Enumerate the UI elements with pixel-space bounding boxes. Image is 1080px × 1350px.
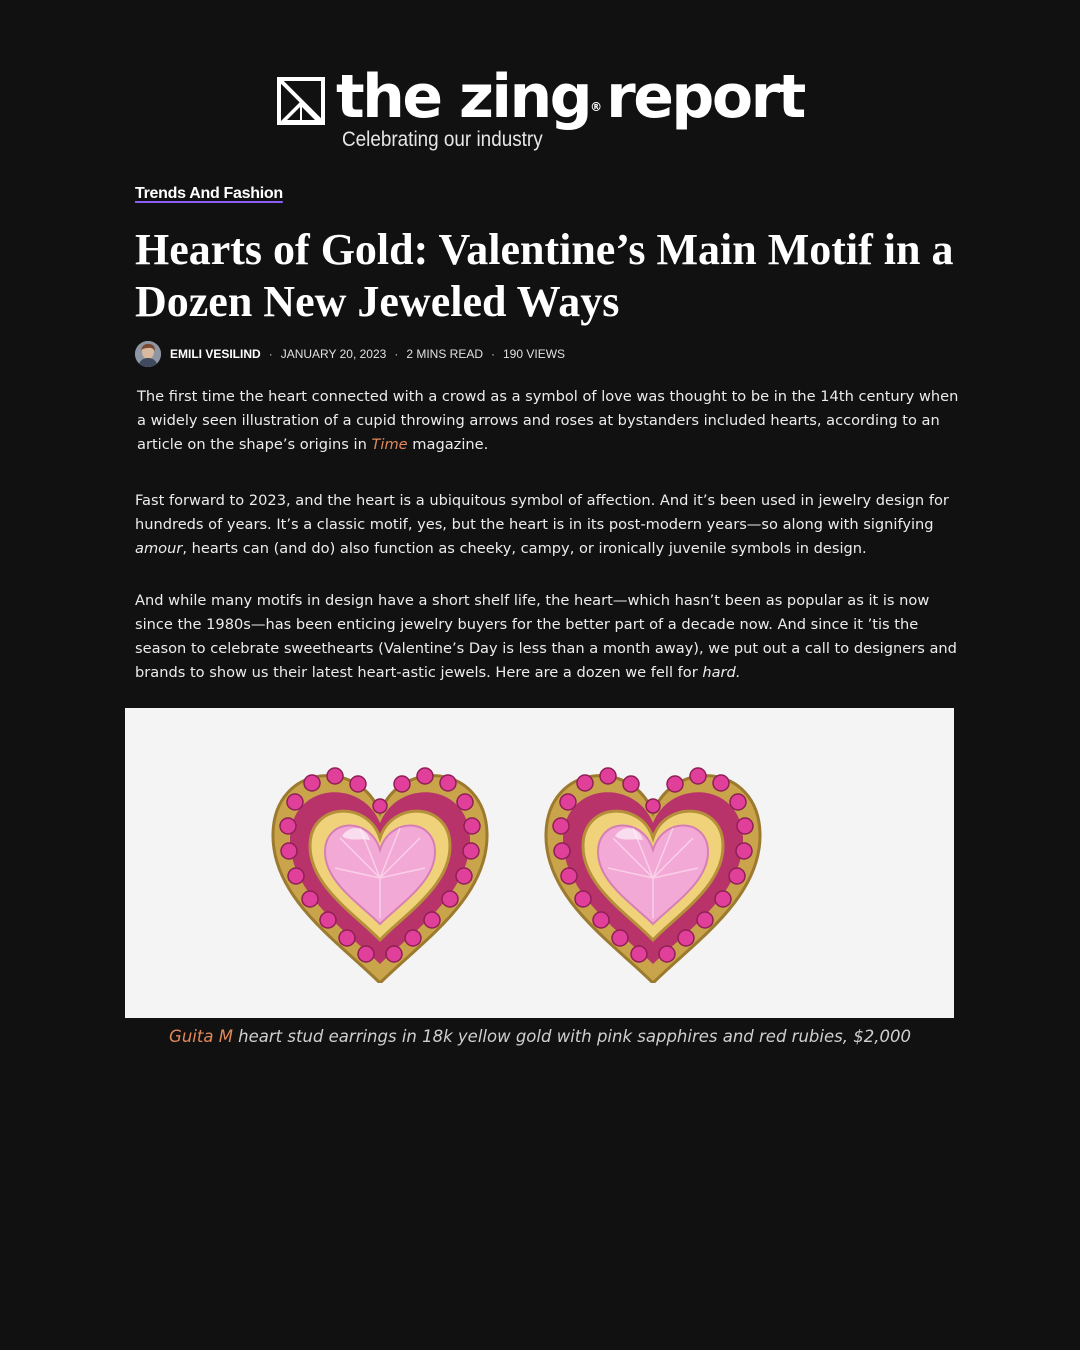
- paragraph-text: magazine.: [407, 436, 489, 453]
- view-count: 190 VIEWS: [503, 347, 566, 361]
- brand-name: the zing: [336, 62, 591, 132]
- paragraph-text: The first time the heart connected with a crowd as a symbol of love was thought to be in the 14th century when a widely seen illustration of a cupid throwing arrows and roses at bystanders included hearts, according to an article on the shape’s origins in: [137, 388, 959, 453]
- emphasis-text: hard.: [702, 664, 741, 681]
- publish-date: JANUARY 20, 2023: [280, 347, 387, 361]
- brand-suffix: report: [606, 62, 804, 132]
- read-time: 2 MINS READ: [406, 347, 483, 361]
- paragraph-text: , hearts can (and do) also function as cheeky, campy, or ironically juvenile symbols in design.: [182, 540, 867, 557]
- masthead: [0, 55, 1080, 165]
- heart-earrings-image[interactable]: [125, 708, 954, 1018]
- left-earring: [273, 768, 487, 983]
- emphasis-text: amour: [135, 540, 183, 557]
- caption-text: heart stud earrings in 18k yellow gold with pink sapphires and red rubies, $2,000: [232, 1027, 911, 1046]
- byline-separator: ·: [268, 347, 273, 361]
- byline-separator: ·: [491, 347, 495, 361]
- article-paragraph-3: [135, 589, 965, 685]
- author-name[interactable]: EMILI VESILIND: [170, 347, 261, 361]
- paragraph-text: And while many motifs in design have a short shelf life, the heart—which hasn’t been as popular as it is now since the 1980s—has been enticing jewelry buyers for the better part of a decade now. And since it ’tis the season to celebrate sweethearts (Valentine’s Day is less than a month away), we put out a call to designers and brands to show us their latest heart-astic jewels. Here are a dozen we fell for: [135, 592, 957, 681]
- time-magazine-link[interactable]: Time: [371, 436, 408, 453]
- right-earring: [546, 768, 760, 983]
- cube-logo-icon[interactable]: [276, 76, 326, 126]
- avatar-portrait-icon: [135, 341, 161, 367]
- site-tagline: Celebrating our industry: [342, 128, 543, 151]
- caption-brand-link[interactable]: Guita M: [169, 1027, 233, 1046]
- registered-mark: ®: [590, 100, 603, 114]
- author-avatar[interactable]: [135, 341, 161, 367]
- paragraph-text: Fast forward to 2023, and the heart is a ubiquitous symbol of affection. And it’s been used in jewelry design for hundreds of years. It’s a classic motif, yes, but the heart is in its post-modern years—so along with signifying: [135, 492, 949, 533]
- earrings-illustration: [125, 708, 954, 1018]
- article-title: Hearts of Gold: Valentine’s Main Motif in a Dozen New Jeweled Ways: [135, 225, 954, 326]
- site-logo[interactable]: [336, 57, 804, 137]
- article-paragraph-1: [137, 385, 967, 457]
- category-link[interactable]: Trends And Fashion: [135, 185, 283, 202]
- byline: [135, 341, 565, 367]
- image-caption: [0, 1027, 1080, 1046]
- article-paragraph-2: [135, 489, 965, 561]
- byline-separator: ·: [394, 347, 399, 361]
